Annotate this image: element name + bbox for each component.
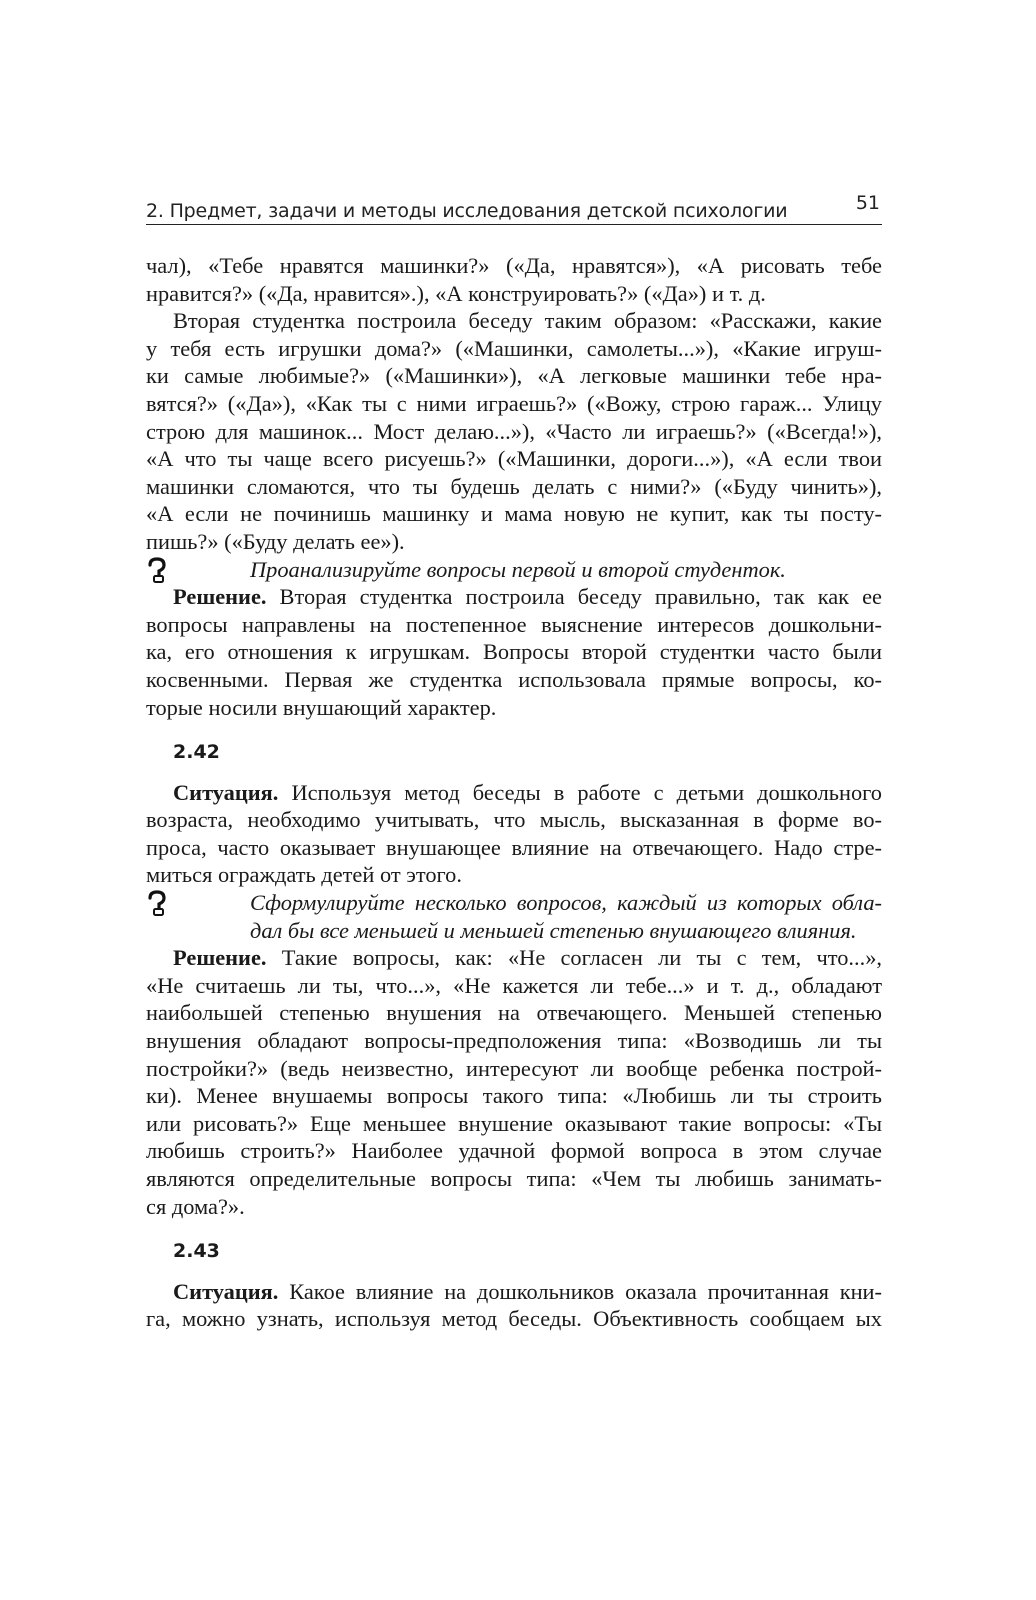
section-number: 2.43 bbox=[173, 1240, 220, 1263]
spacer bbox=[146, 767, 882, 779]
text-line: постройки?» (ведь неизвестно, интересуют ли вообще ребенка построй- bbox=[146, 1055, 882, 1081]
spacer bbox=[146, 721, 882, 739]
text-line: машинки сломаются, что ты будешь делать с ними?» («Буду чинить»), bbox=[146, 473, 882, 499]
text-line: Такие вопросы, как: «Не согласен ли ты с тем, что...», bbox=[266, 945, 882, 971]
text-line: га, можно узнать, используя метод беседы. Объективность сообщаем ых bbox=[146, 1306, 882, 1332]
page-body bbox=[146, 252, 882, 1333]
question-text: Проанализируйте вопросы первой и второй студенток. bbox=[250, 556, 786, 582]
text-line: или рисовать?» Еще меньшее внушение оказывают такие вопросы: «Ты bbox=[146, 1110, 882, 1136]
question-mark-icon bbox=[146, 890, 168, 916]
question-block bbox=[146, 556, 882, 584]
text-line: ки самые любимые?» («Машинки»), «А легковые машинки тебе нра- bbox=[146, 363, 882, 389]
text-line: ки). Менее внушаемы вопросы такого типа: «Любишь ли ты строить bbox=[146, 1083, 882, 1109]
running-header bbox=[146, 192, 882, 225]
text-line: ка, его отношения к игрушкам. Вопросы второй студентки часто были bbox=[146, 639, 882, 665]
situation-label: Ситуация. bbox=[173, 779, 279, 805]
solution-label: Решение. bbox=[173, 945, 267, 971]
text-line: ся дома?». bbox=[146, 1193, 245, 1219]
text-line: вопросы направлены на постепенное выяснение интересов дошкольни- bbox=[146, 611, 882, 637]
section-number: 2.42 bbox=[173, 741, 220, 764]
text-line: вятся?» («Да»), «Как ты с ними играешь?» («Вожу, строю гараж... Улицу bbox=[146, 390, 882, 416]
text-line: нравится?» («Да, нравится».), «А конструировать?» («Да») и т. д. bbox=[146, 280, 766, 306]
text-line: «А если не починишь машинку и мама новую не купит, как ты посту- bbox=[146, 501, 882, 527]
page-number: 51 bbox=[855, 192, 880, 214]
situation-label: Ситуация. bbox=[173, 1278, 279, 1304]
solution-line bbox=[146, 583, 882, 611]
text-line: проса, часто оказывает внушающее влияние на отвечающего. Надо стре- bbox=[146, 834, 882, 860]
question-text: Сформулируйте несколько вопросов, каждый из которых обла- bbox=[250, 890, 882, 916]
text-line: «А что ты чаще всего рисуешь?» («Машинки, дороги...»), «А если твои bbox=[146, 446, 882, 472]
question-mark-icon bbox=[146, 557, 168, 583]
solution-label: Решение. bbox=[173, 584, 267, 610]
text-line: у тебя есть игрушки дома?» («Машинки, самолеты...»), «Какие игруш- bbox=[146, 335, 882, 361]
text-line: чал), «Тебе нравятся машинки?» («Да, нравятся»), «А рисовать тебе bbox=[146, 253, 882, 278]
text-line: являются определительные вопросы типа: «Чем ты любишь занимать- bbox=[146, 1166, 882, 1191]
text-line: торые носили внушающий характер. bbox=[146, 694, 497, 720]
text-line: возраста, необходимо учитывать, что мысль, высказанная в форме во- bbox=[146, 807, 882, 833]
text-line: Какое влияние на дошкольников оказала прочитанная кни- bbox=[278, 1278, 882, 1304]
running-head-title: 2. Предмет, задачи и методы исследования детской психологии bbox=[146, 200, 788, 222]
question-block bbox=[146, 889, 882, 917]
situation-line bbox=[146, 1278, 882, 1306]
text-line: миться ограждать детей от этого. bbox=[146, 862, 462, 888]
text-line: строю для машинок... Мост делаю...»), «Часто ли играешь?» («Всегда!»), bbox=[146, 418, 882, 444]
solution-line bbox=[146, 944, 882, 972]
text-line: Вторая студентка построила беседу правильно, так как ее bbox=[266, 584, 882, 610]
text-line: наибольшей степенью внушения на отвечающего. Меньшей степенью bbox=[146, 1000, 882, 1026]
spacer bbox=[146, 1220, 882, 1238]
text-line: Вторая студентка построила беседу таким образом: «Расскажи, какие bbox=[173, 308, 882, 334]
text-line: пишь?» («Буду делать ее»). bbox=[146, 528, 405, 554]
text-line: «Не считаешь ли ты, что...», «Не кажется ли тебе...» и т. д., обладают bbox=[146, 972, 882, 998]
situation-line bbox=[146, 779, 882, 807]
text-line: внушения обладают вопросы-предположения типа: «Возводишь ли ты bbox=[146, 1028, 882, 1054]
question-block bbox=[146, 917, 882, 945]
text-line: любишь строить?» Наиболее удачной формой вопроса в этом случае bbox=[146, 1138, 882, 1164]
question-text: дал бы все меньшей и меньшей степенью внушающего влияния. bbox=[250, 917, 857, 943]
spacer bbox=[146, 1266, 882, 1278]
text-line: Используя метод беседы в работе с детьми дошкольного bbox=[278, 779, 882, 805]
text-line: косвенными. Первая же студентка использовала прямые вопросы, ко- bbox=[146, 666, 882, 692]
